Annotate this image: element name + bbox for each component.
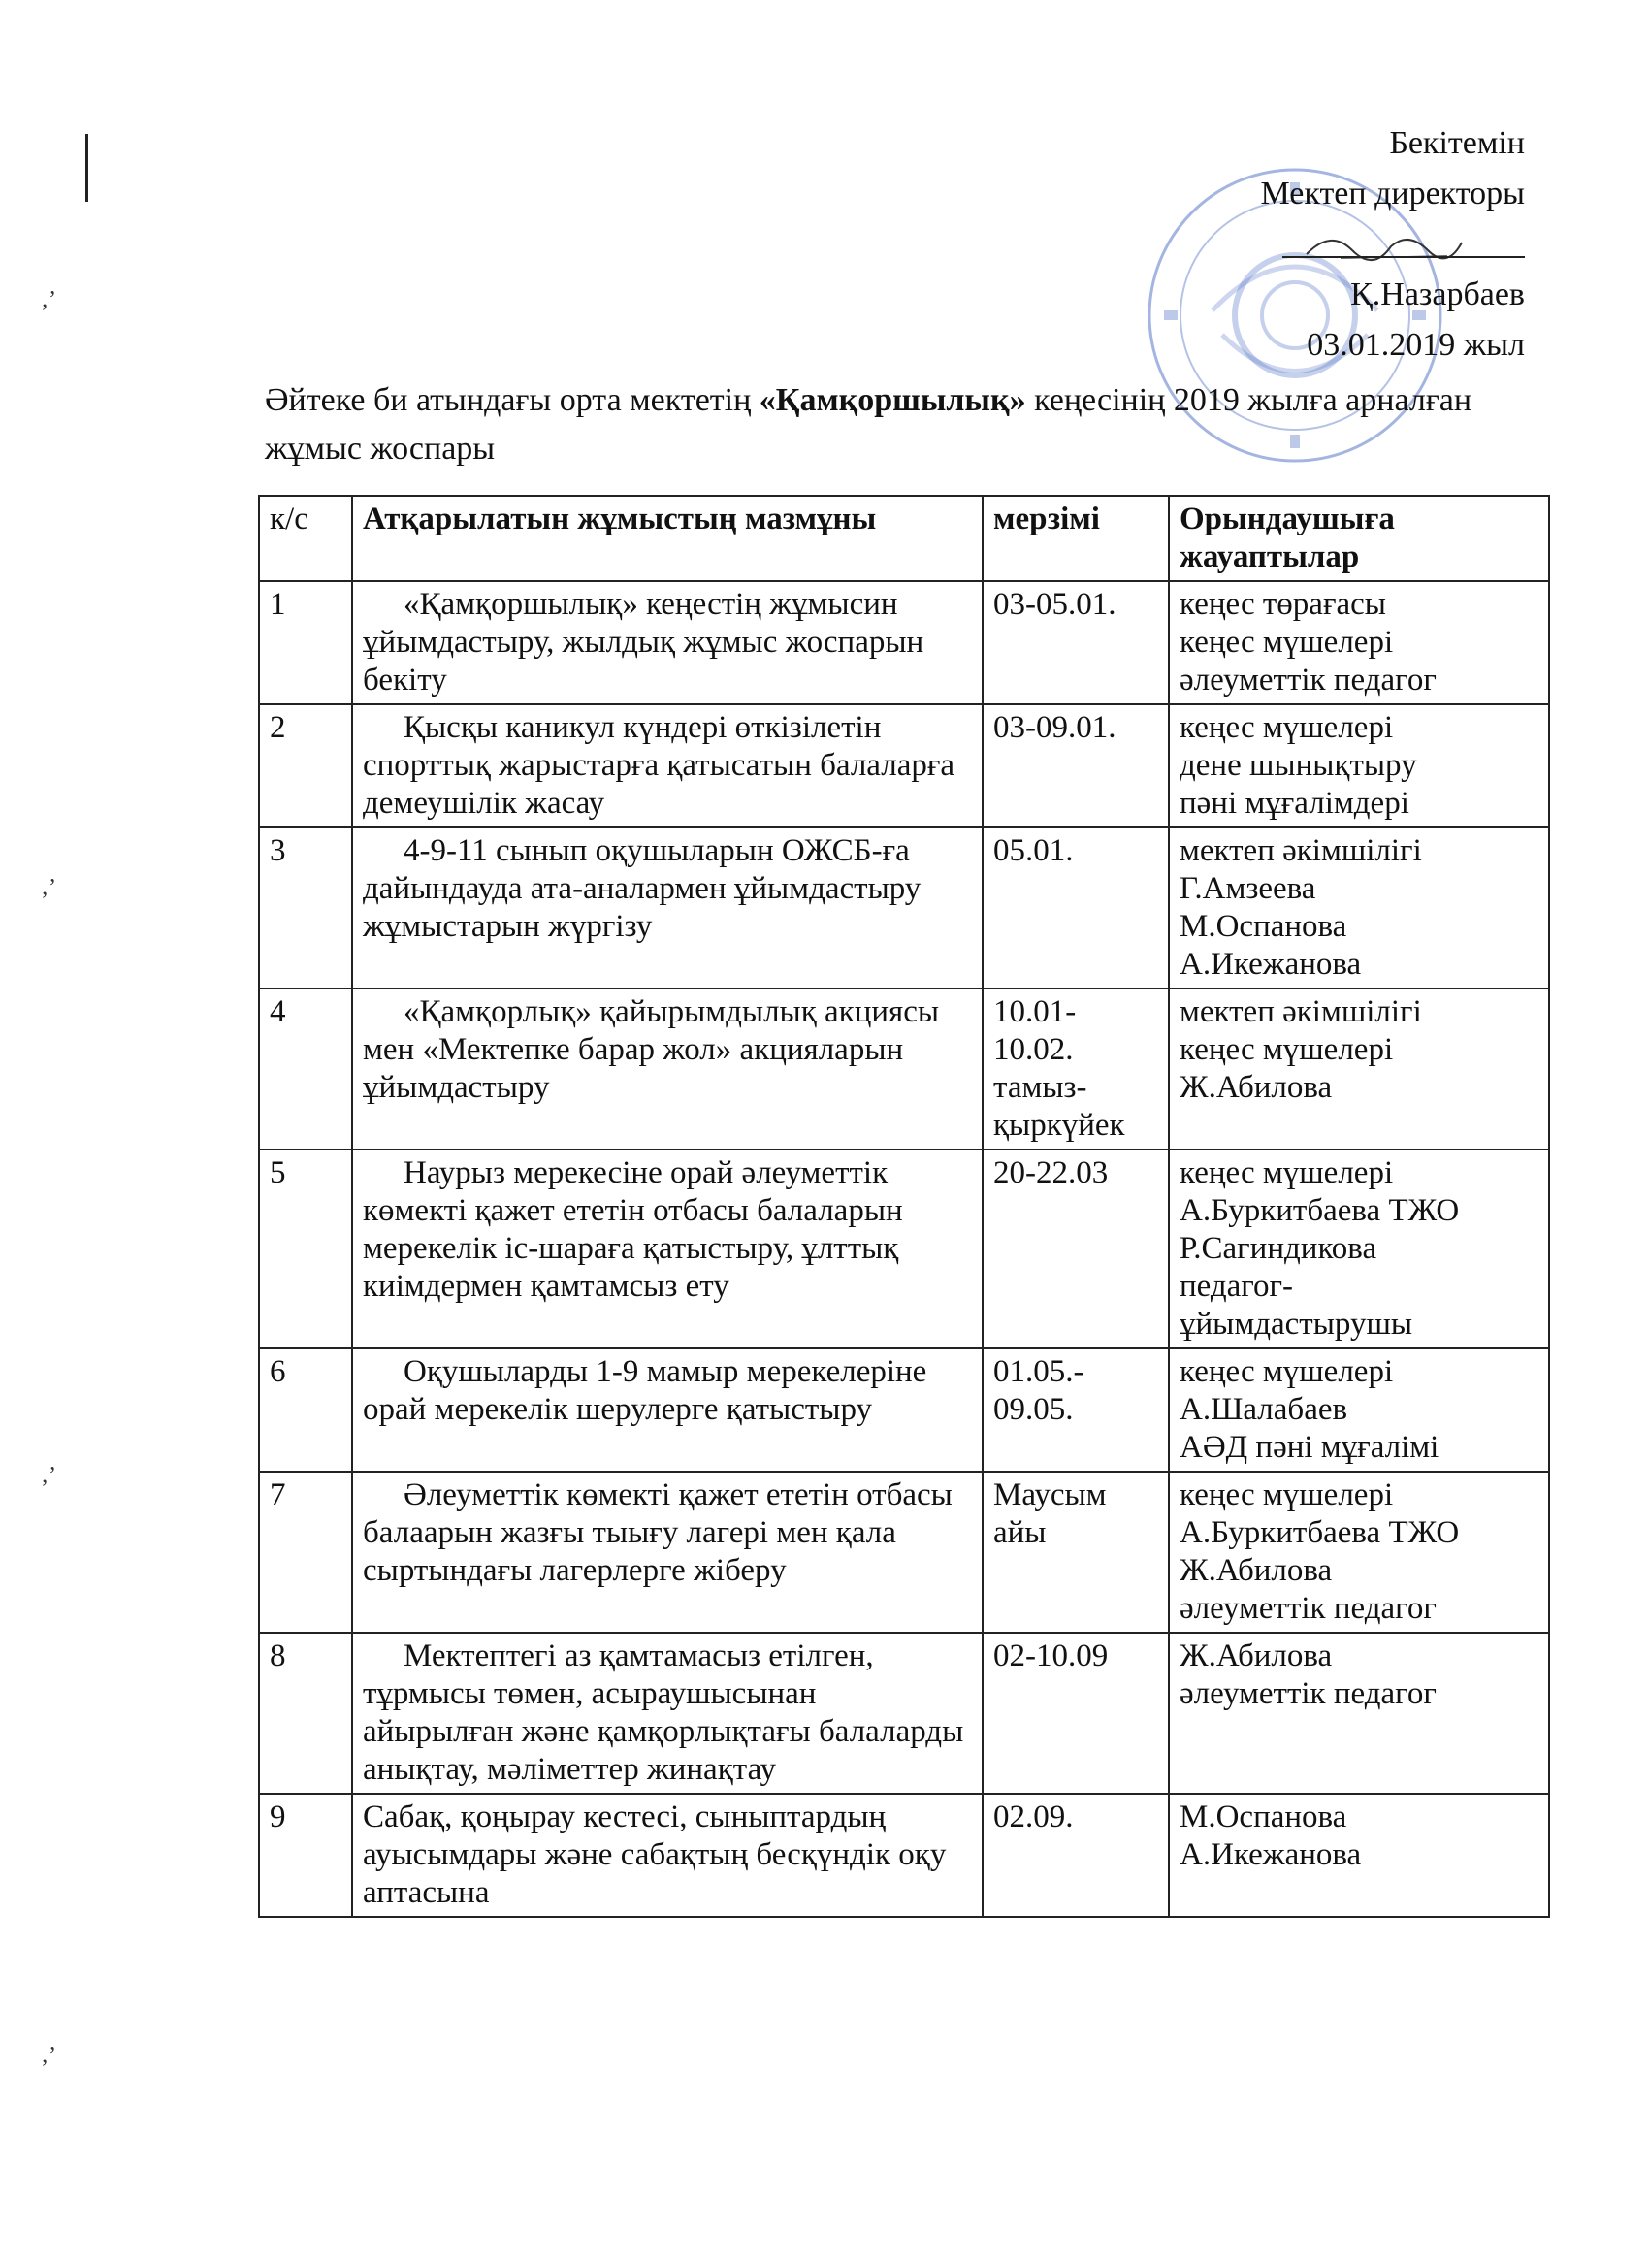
table-row xyxy=(259,1794,1549,1917)
row-term xyxy=(983,1348,1169,1472)
row-responsible xyxy=(1169,1794,1549,1917)
approval-date: 03.01.2019 жыл xyxy=(1307,327,1525,363)
row-responsible-line: кеңес мүшелері xyxy=(1180,1354,1394,1389)
row-content-line: «Қамқоршылық» кеңестің жұмысин ұйымдастыру, жылдық жұмыс жоспарын бекіту xyxy=(363,587,924,697)
row-term-line: 09.05. xyxy=(993,1392,1074,1427)
table-row xyxy=(259,827,1549,988)
header-term: мерзімі xyxy=(983,496,1169,581)
row-number xyxy=(259,1472,352,1633)
row-responsible xyxy=(1169,827,1549,988)
row-number-line: 9 xyxy=(270,1799,286,1834)
row-responsible-line: дене шынықтыру xyxy=(1180,748,1417,783)
header-content: Атқарылатын жұмыстың мазмұны xyxy=(352,496,983,581)
row-term xyxy=(983,827,1169,988)
row-number xyxy=(259,704,352,827)
table-row xyxy=(259,1472,1549,1633)
row-responsible-line: А.Буркитбаева ТЖО xyxy=(1180,1193,1460,1228)
row-number xyxy=(259,1150,352,1348)
row-term-line: 20-22.03 xyxy=(993,1155,1109,1190)
table-row xyxy=(259,704,1549,827)
margin-bar xyxy=(85,134,88,202)
row-number-line: 5 xyxy=(270,1155,286,1190)
row-term xyxy=(983,581,1169,704)
row-responsible-line: Р.Сагиндикова xyxy=(1180,1231,1377,1266)
table-row xyxy=(259,1633,1549,1794)
row-responsible xyxy=(1169,704,1549,827)
table-header-row xyxy=(259,496,1549,581)
row-responsible-line: Ж.Абилова xyxy=(1180,1070,1333,1105)
row-term xyxy=(983,1472,1169,1633)
table-row xyxy=(259,581,1549,704)
row-responsible-line: Г.Амзеева xyxy=(1180,871,1316,906)
row-number-line: 3 xyxy=(270,833,286,868)
row-responsible-line: кеңес мүшелері xyxy=(1180,625,1394,660)
row-number-line: 4 xyxy=(270,994,286,1029)
row-number xyxy=(259,827,352,988)
row-content xyxy=(352,1633,983,1794)
margin-mark: ‚’ xyxy=(41,287,56,312)
row-number xyxy=(259,1794,352,1917)
row-term-line: 05.01. xyxy=(993,833,1074,868)
row-responsible-line: кеңес мүшелері xyxy=(1180,710,1394,745)
row-responsible xyxy=(1169,988,1549,1150)
row-content-line: 4-9-11 сынып оқушыларын ОЖСБ-ға дайындауда ата-аналармен ұйымдастыру жұмыстарын жүргізу xyxy=(363,833,922,944)
signature-line xyxy=(982,219,1525,270)
row-content-line: Оқушыларды 1-9 мамыр мерекелеріне орай мерекелік шерулерге қатыстыру xyxy=(363,1354,927,1427)
row-content xyxy=(352,1794,983,1917)
approval-block xyxy=(982,118,1525,371)
row-responsible-line: А.Икежанова xyxy=(1180,947,1362,982)
approval-name: Қ.Назарбаев xyxy=(1350,276,1525,312)
work-plan-table xyxy=(258,495,1550,1918)
row-term-line: 02-10.09 xyxy=(993,1638,1109,1673)
row-term-line: 02.09. xyxy=(993,1799,1074,1834)
row-term xyxy=(983,1794,1169,1917)
header-responsible: Орындаушыға жауаптылар xyxy=(1169,496,1549,581)
row-responsible-line: А.Шалабаев xyxy=(1180,1392,1348,1427)
table-row xyxy=(259,988,1549,1150)
row-responsible-line: Ж.Абилова xyxy=(1180,1638,1333,1673)
row-content xyxy=(352,704,983,827)
row-term-line: айы xyxy=(993,1515,1047,1550)
row-number-line: 8 xyxy=(270,1638,286,1673)
row-responsible-line: кеңес мүшелері xyxy=(1180,1155,1394,1190)
row-responsible-line: мектеп әкімшілігі xyxy=(1180,994,1422,1029)
row-number-line: 6 xyxy=(270,1354,286,1389)
title-prefix: Әйтеке би атындағы орта мектетің xyxy=(265,382,760,418)
row-responsible-line: әлеуметтік педагог xyxy=(1180,663,1437,697)
title-suffix: кеңесінің 2019 жылға арналған жұмыс жоспары xyxy=(265,382,1472,467)
row-responsible-line: әлеуметтік педагог xyxy=(1180,1591,1437,1626)
row-term-line: 10.02. xyxy=(993,1032,1074,1067)
row-term-line: 03-09.01. xyxy=(993,710,1116,745)
document-title xyxy=(265,376,1555,473)
row-term xyxy=(983,1150,1169,1348)
row-responsible xyxy=(1169,1633,1549,1794)
approval-word: Бекітемін xyxy=(1389,125,1525,161)
row-term xyxy=(983,704,1169,827)
row-content xyxy=(352,581,983,704)
row-responsible-line: М.Оспанова xyxy=(1180,1799,1347,1834)
row-number xyxy=(259,988,352,1150)
row-responsible-line: М.Оспанова xyxy=(1180,909,1347,944)
row-responsible-line: кеңес мүшелері xyxy=(1180,1032,1394,1067)
row-content-line: Қысқы каникул күндері өткізілетін спорттық жарыстарға қатысатын балаларға демеушілік жасау xyxy=(363,710,955,821)
row-term-line: тамыз- xyxy=(993,1070,1087,1105)
margin-mark: ‚’ xyxy=(41,2043,56,2068)
row-responsible xyxy=(1169,1472,1549,1633)
approval-position: Мектеп директоры xyxy=(1260,176,1525,211)
row-responsible-line: мектеп әкімшілігі xyxy=(1180,833,1422,868)
row-term-line: қыркүйек xyxy=(993,1108,1125,1143)
row-responsible-line: Ж.Абилова xyxy=(1180,1553,1333,1588)
title-highlight: «Қамқоршылық» xyxy=(759,382,1026,418)
margin-mark: ‚’ xyxy=(41,875,56,900)
row-content xyxy=(352,827,983,988)
row-number xyxy=(259,581,352,704)
margin-mark: ‚’ xyxy=(41,1463,56,1488)
row-responsible xyxy=(1169,581,1549,704)
row-responsible-line: АӘД пәні мұғалімі xyxy=(1180,1430,1439,1465)
row-responsible xyxy=(1169,1348,1549,1472)
row-content-line: Әлеуметтік көмекті қажет ететін отбасы балаарын жазғы тыығу лагері мен қала сыртындағы лагерлерге жіберу xyxy=(363,1477,953,1588)
row-responsible xyxy=(1169,1150,1549,1348)
row-responsible-line: әлеуметтік педагог xyxy=(1180,1676,1437,1711)
row-content-line: Наурыз мерекесіне орай әлеуметтік көмекті қажет ететін отбасы балаларын мерекелік іс-шараға қатыстыру, ұлттық киімдермен қамтамсыз ету xyxy=(363,1155,903,1304)
row-responsible-line: А.Буркитбаева ТЖО xyxy=(1180,1515,1460,1550)
row-number-line: 7 xyxy=(270,1477,286,1512)
row-term-line: Маусым xyxy=(993,1477,1107,1512)
row-content-line: «Қамқорлық» қайырымдылық акциясы мен «Мектепке барар жол» акцияларын ұйымдастыру xyxy=(363,994,940,1105)
row-number xyxy=(259,1348,352,1472)
row-responsible-line: кеңес төрағасы xyxy=(1180,587,1386,622)
row-term-line: 03-05.01. xyxy=(993,587,1116,622)
row-content xyxy=(352,1348,983,1472)
header-num: к/с xyxy=(259,496,352,581)
signature xyxy=(1302,221,1467,270)
row-responsible-line: кеңес мүшелері xyxy=(1180,1477,1394,1512)
row-number-line: 2 xyxy=(270,710,286,745)
row-content xyxy=(352,1150,983,1348)
table-row xyxy=(259,1348,1549,1472)
row-term-line: 01.05.- xyxy=(993,1354,1084,1389)
row-responsible-line: педагог- xyxy=(1180,1269,1294,1304)
row-number-line: 1 xyxy=(270,587,286,622)
row-term xyxy=(983,988,1169,1150)
table-row xyxy=(259,1150,1549,1348)
row-term-line: 10.01- xyxy=(993,994,1077,1029)
row-content xyxy=(352,988,983,1150)
row-content-line: Мектептегі аз қамтамасыз етілген, тұрмысы төмен, асыраушысынан айырылған және қамқорлықтағы балаларды анықтау, мәліметтер жинақтау xyxy=(363,1638,964,1787)
row-responsible-line: ұйымдастырушы xyxy=(1180,1307,1413,1342)
row-responsible-line: пәні мұғалімдері xyxy=(1180,786,1409,821)
row-content xyxy=(352,1472,983,1633)
row-number xyxy=(259,1633,352,1794)
row-responsible-line: А.Икежанова xyxy=(1180,1837,1362,1872)
row-term xyxy=(983,1633,1169,1794)
row-content-line: Сабақ, қоңырау кестесі, сыныптардың ауысымдары және сабақтың бесқүндік оқу аптасына xyxy=(363,1799,947,1910)
